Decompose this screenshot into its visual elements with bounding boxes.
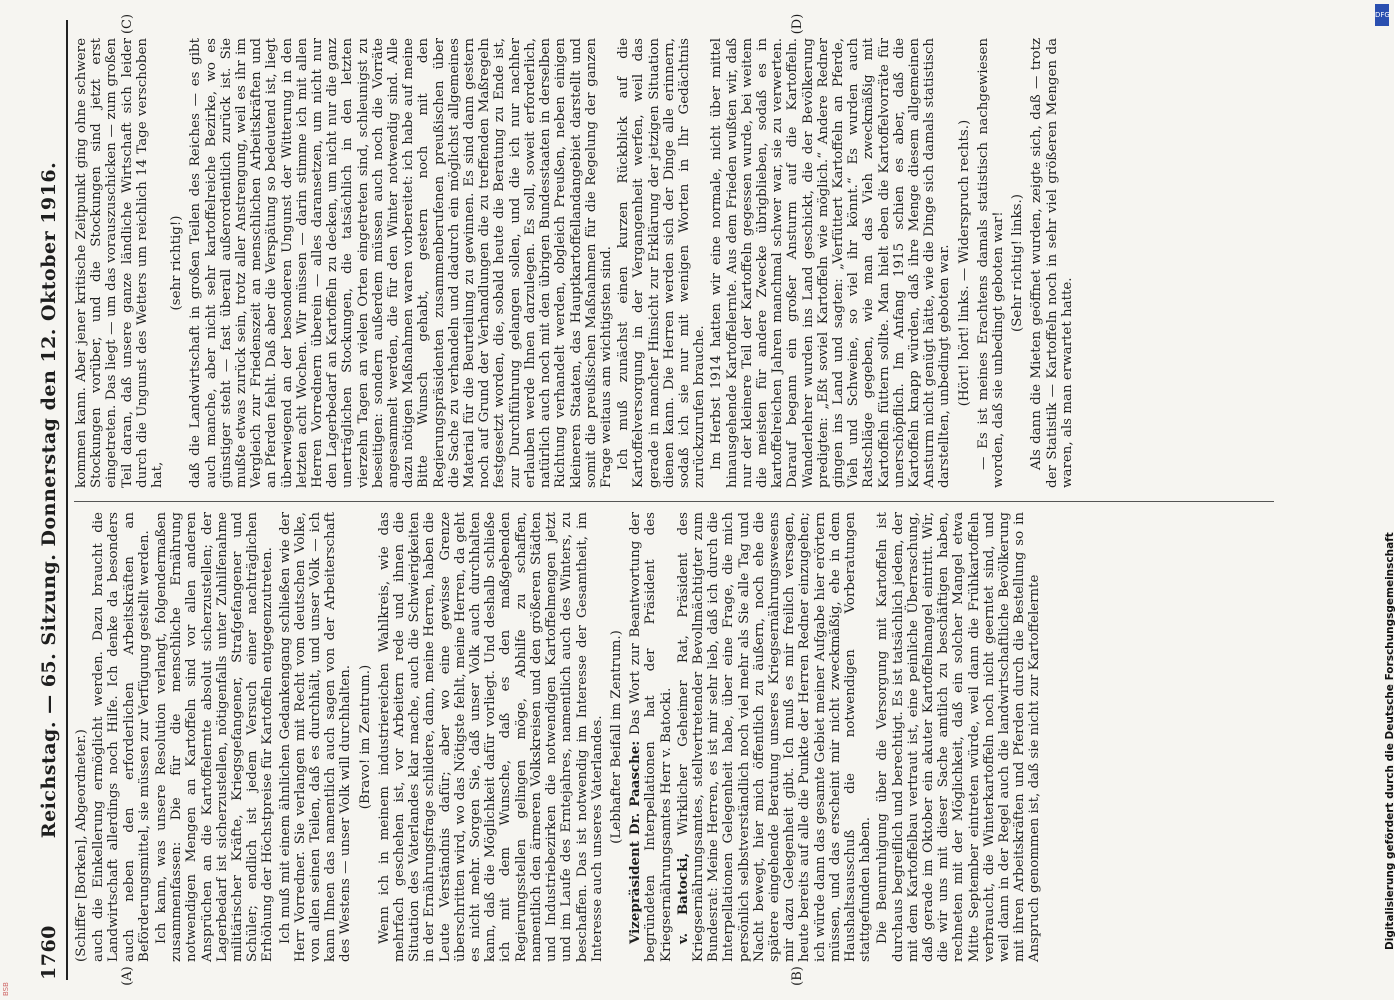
- paragraph: [154, 512, 276, 962]
- paragraph: [74, 512, 89, 962]
- left-text-column: [74, 512, 1284, 962]
- margin-mark-a: (A): [120, 966, 135, 986]
- paragraph-text: (sehr richtig!): [169, 215, 185, 311]
- paragraph-text: (Sehr richtig! links.): [1010, 194, 1026, 332]
- paragraph-text: — Es ist meines Erachtens damals statistisch nachgewiesen worden, daß sie unbedingt geboten war!: [975, 38, 1006, 488]
- paragraph-text: (Hört! hört! links. — Widerspruch rechts.): [956, 119, 972, 407]
- paragraph: [875, 512, 1042, 962]
- column-divider: [74, 501, 1274, 502]
- paragraph: [628, 512, 674, 962]
- paragraph: [616, 38, 707, 488]
- interjection: [957, 38, 972, 488]
- paragraph: [1029, 38, 1075, 488]
- paragraph-text: Wirklicher Geheimer Rat, Präsident des Kriegsernährungsamtes, stellvertretender Bevollmächtigter zum Bundesrat: Meine Herren, es ist mir sehr lieb, daß ich durch die Interpellationen Gelegenheit habe, über eine Frage, die mich persönlich selbstverständlich noch viel mehr als Sie alle Tag und Nacht bewegt, hier mich öffentlich zu äußern, noch ehe die spätere eingehende Beratung unseres Kriegsernährungswesens mir dazu Gelegenheit gibt. Ich muß es mir freilich versagen, heute bereits auf alle die Punkte der Herren Redner einzugehen; ich würde dann das gesamte Gebiet meiner Aufgabe hier erörtern müssen, und das erscheint mir nicht zweckmäßig, ehe in dem Haushaltsausschuß die notwendigen Vorberatungen stattgefunden haben.: [675, 512, 874, 962]
- paragraph-text: Das Wort zur Beantwortung der begründeten Interpellationen hat der Präsident des Kriegsernährungsamtes Herr v. Batocki.: [628, 511, 674, 962]
- paragraph: [91, 512, 152, 962]
- paragraph: [278, 512, 354, 962]
- page-title: Reichstag. — 65. Sitzung. Donnerstag den 12. Oktober 1916.: [38, 161, 60, 839]
- page-number: 1760: [38, 925, 60, 980]
- paragraph: [188, 38, 614, 488]
- paragraph-text: (Schiffer [Borken], Abgeordneter.): [74, 729, 89, 962]
- library-mark: [2, 968, 12, 996]
- paragraph-text: Im Herbst 1914 hatten wir eine normale, nicht über mittel hinausgehende Kartoffelernte. Aus dem Frieden wußten wir, daß nur der kleinere Teil der Kartoffeln gegessen wurde, bei weitem die meisten für andere Zwecke übrigblieben, sodaß es in kartoffelreichen Jahren manchmal schwer war, sie zu verwerten. Darauf begann ein großer Ansturm auf die Kartoffeln. Wanderlehrer wurden ins Land geschickt, die der Bevölkerung predigten: „Eßt soviel Kartoffeln wie möglich.“ Andere Redner gingen ins Land und sagten: „Verfüttert Kartoffeln an Pferde, Vieh und Schweine, so viel ihr könnt.“ Es wurden auch Ratschläge gegeben, wie man das Vieh zweckmäßig mit Kartoffeln füttern sollte. Man hielt eben die Kartoffelvorräte für unerschöpflich. Im Anfang 1915 schien es aber, daß die Kartoffeln knapp würden, daß ihre Menge diesem allgemeinen Ansturm nicht genügt hätte, wie die Dinge sich damals statistisch darstellten, unbedingt geboten war.: [709, 38, 953, 488]
- paragraph-text: Ich muß zunächst einen kurzen Rückblick auf die Kartoffelversorgung in der Vergangenheit werfen, weil das gerade in mancher Hinsicht zur Erklärung der jetzigen Situation dienen kann. Die Herren werden sich der Dinge alle erinnern, sodaß ich sie nur mit wenigen Worten in Ihr Gedächtnis zurückzurufen brauche.: [616, 38, 708, 488]
- margin-mark-d: (D): [790, 13, 805, 35]
- margin-mark-b: (B): [790, 966, 805, 986]
- paragraph: [74, 38, 165, 488]
- paragraph: [976, 38, 1006, 488]
- paragraph-text: daß die Landwirtschaft in großen Teilen des Reiches — es gibt auch manche, aber nicht sehr kartoffelreiche Bezirke, wo es günstiger steht — fast überall außerordentlich zurück ist. Sie mußte etwas zurück sein, trotz aller Anstrengung, weil es ihr im Vergleich zur Friedenszeit an menschlichen Arbeitskräften und an Pferden fehlt. Daß aber die Verspätung so bedeutend ist, liegt überwiegend an der besonderen Ungunst der Witterung in den letzten acht Wochen. Wir müssen — darin stimme ich mit allen Herren Vorrednern überein — alles daransetzen, um nicht nur den Lagerbedarf an Kartoffeln zu decken, um nicht nur die ganz unerträglichen Stockungen, die tatsächlich in den letzten vierzehn Tagen an vielen Orten eingetreten sind, schleunigst zu beseitigen: sondern außerdem müssen auch noch die Vorräte angesammelt werden, die für den Winter notwendig sind. Alle dazu nötigen Maßnahmen waren vorbereitet: ich habe auf meine Bitte Wunsch gehabt, gestern noch mit den Regierungspräsidenten zusammenberufenen preußischen über die Sache zu verhandeln und dadurch ein möglichst allgemeines Material für die Beurteilung zu gewinnen. Es sind dann gestern noch auf Grund der Verhandlungen die zu treffenden Maßregeln festgesetzt worden, die, sobald heute die Beratung zu Ende ist, zur Durchführung gelangen sollen, und die ich nur nachher erlauben werde Ihnen darzulegen. Es soll, soweit erforderlich, natürlich auch noch mit den übrigen Bundesstaaten in derselben Richtung verhandelt werden, obgleich Preußen, neben einigen kleineren Staaten, das Hauptkartoffellandangebiet darstellt und somit die preußischen Maßnahmen für die Regelung der ganzen Frage weitaus am wichtigsten sind.: [188, 38, 614, 488]
- interjection: [169, 38, 184, 488]
- paragraph-text: (Lebhafter Beifall im Zentrum.): [608, 630, 624, 844]
- paragraph-text: auch die Einkellerung ermöglicht werden. Dazu braucht die Landwirtschaft allerdings noch Hilfe. Ich denke da besonders auch neben den erforderlichen Arbeitskräften an Beförderungsmittel, sie müssen zur Verfügung gestellt werden.: [91, 512, 152, 962]
- right-text-column: [74, 38, 1284, 488]
- credit-text: Digitalisierung gefördert durch die Deutsche Forschungsgemeinschaft: [1384, 532, 1396, 950]
- interjection: [609, 512, 624, 962]
- library-mark-text: BSB: [2, 982, 10, 996]
- paragraph-text: Die Beunruhigung über die Versorgung mit Kartoffeln ist durchaus begreiflich und berechtigt. Es ist tatsächlich jedem, der mit dem Kartoffelbau vertraut ist, eine peinliche Überraschung, daß gerade im Oktober ein akuter Kartoffelmangel eintritt. Wir, die wir uns mit dieser Sache amtlich zu beschäftigen haben, rechneten mit der Möglichkeit, daß ein solcher Mangel etwa Mitte September eintreten würde, weil dann die Frühkartoffeln verbraucht, die Winterkartoffeln noch nicht geerntet sind, und weil dann in der Regel auch die landwirtschaftliche Bevölkerung mit ihren Arbeitskräften und Pferden durch die Bestellung so in Anspruch genommen ist, daß sie nicht zur Kartoffelernte: [875, 512, 1043, 962]
- paragraph: [709, 38, 952, 488]
- interjection: [358, 512, 373, 962]
- speaker-name: Vizepräsident Dr. Paasche:: [627, 740, 644, 944]
- paragraph-text: kommen kann. Aber jener kritische Zeitpunkt ging ohne schwere Stockungen vorüber, und die Stockungen sind jetzt erst eingetreten. Das liegt — um das vorauszuschicken — zum großen Teil daran, daß unsere ganze ländliche Wirtschaft sich leider durch die Ungunst des Wetters um reichlich 14 Tage verschoben hat,: [74, 38, 166, 488]
- dfg-logo-icon: DFG: [1375, 4, 1389, 26]
- digitization-credit: [1370, 10, 1396, 990]
- interjection: [1010, 38, 1025, 488]
- paragraph-text: Ich kann, was unsere Resolution verlangt, folgendermaßen zusammenfassen: Die für die menschliche Ernährung notwendigen Mengen an Kartoffeln sind vor allen anderen Ansprüchen an die Kartoffelernte absolut sicherzustellen; der Lagerbedarf ist sicherzustellen, nötigenfalls unter Zuhilfenahme militärischer Kräfte, Kriegsgefangener, Strafgefangener und Schüler; endlich ist jedem Versuch einer nachträglichen Erhöhung der Höchstpreise für Kartoffeln entgegenzutreten.: [154, 512, 276, 962]
- paragraph-text: Wenn ich in meinem industriereichen Wahlkreis, wie das mehrfach geschehen ist, vor Arbeitern rede und ihnen die Situation des Vaterlandes klar mache, auch die Schwierigkeiten in der Ernährungsfrage schildere, dann, meine Herren, haben die Leute Verständnis dafür; aber wo eine gewisse Grenze überschritten wird, wo das Nötigste fehlt, meine Herren, da geht es nicht mehr. Sorgen Sie, daß unser Volk auch durchhalten kann, daß die Möglichkeit dafür vorliegt. Und deshalb schließe ich mit dem Wunsche, daß es den maßgebenden Regierungsstellen gelingen möge, Abhilfe zu schaffen, namentlich den ärmeren Volkskreisen und den größeren Städten und Industriebezirken die notwendigen Kartoffelmengen jetzt und im Laufe des Erntejahres, namentlich auch des Winters, zu beschaffen. Das ist notwendig im Interesse der Gesamtheit, im Interesse auch unseres Vaterlandes.: [376, 512, 605, 962]
- paragraph: [377, 512, 605, 962]
- page-header: [38, 20, 64, 980]
- paragraph: [676, 512, 874, 962]
- paragraph-text: Als dann die Mieten geöffnet wurden, zeigte sich, daß — trotz der Statistik — Kartoffeln noch in sehr viel größeren Mengen da waren, als man erwartet hatte.: [1029, 38, 1075, 488]
- rotated-document-page: [30, 0, 1320, 1000]
- header-rule: [66, 20, 68, 980]
- paragraph-text: (Bravo! im Zentrum.): [357, 664, 373, 810]
- margin-mark-c: (C): [120, 13, 135, 35]
- paragraph-text: Ich muß mit einem ähnlichen Gedankengang schließen wie der Herr Vorredner. Sie verlangen mit Recht vom deutschen Volke, von allen seinen Teilen, daß es durchhält, und unser Volk — ich kann Ihnen das namentlich auch sagen von der Arbeiterschaft des Westens — unser Volk will durchhalten.: [277, 512, 354, 962]
- speaker-name: v. Batocki,: [674, 852, 691, 944]
